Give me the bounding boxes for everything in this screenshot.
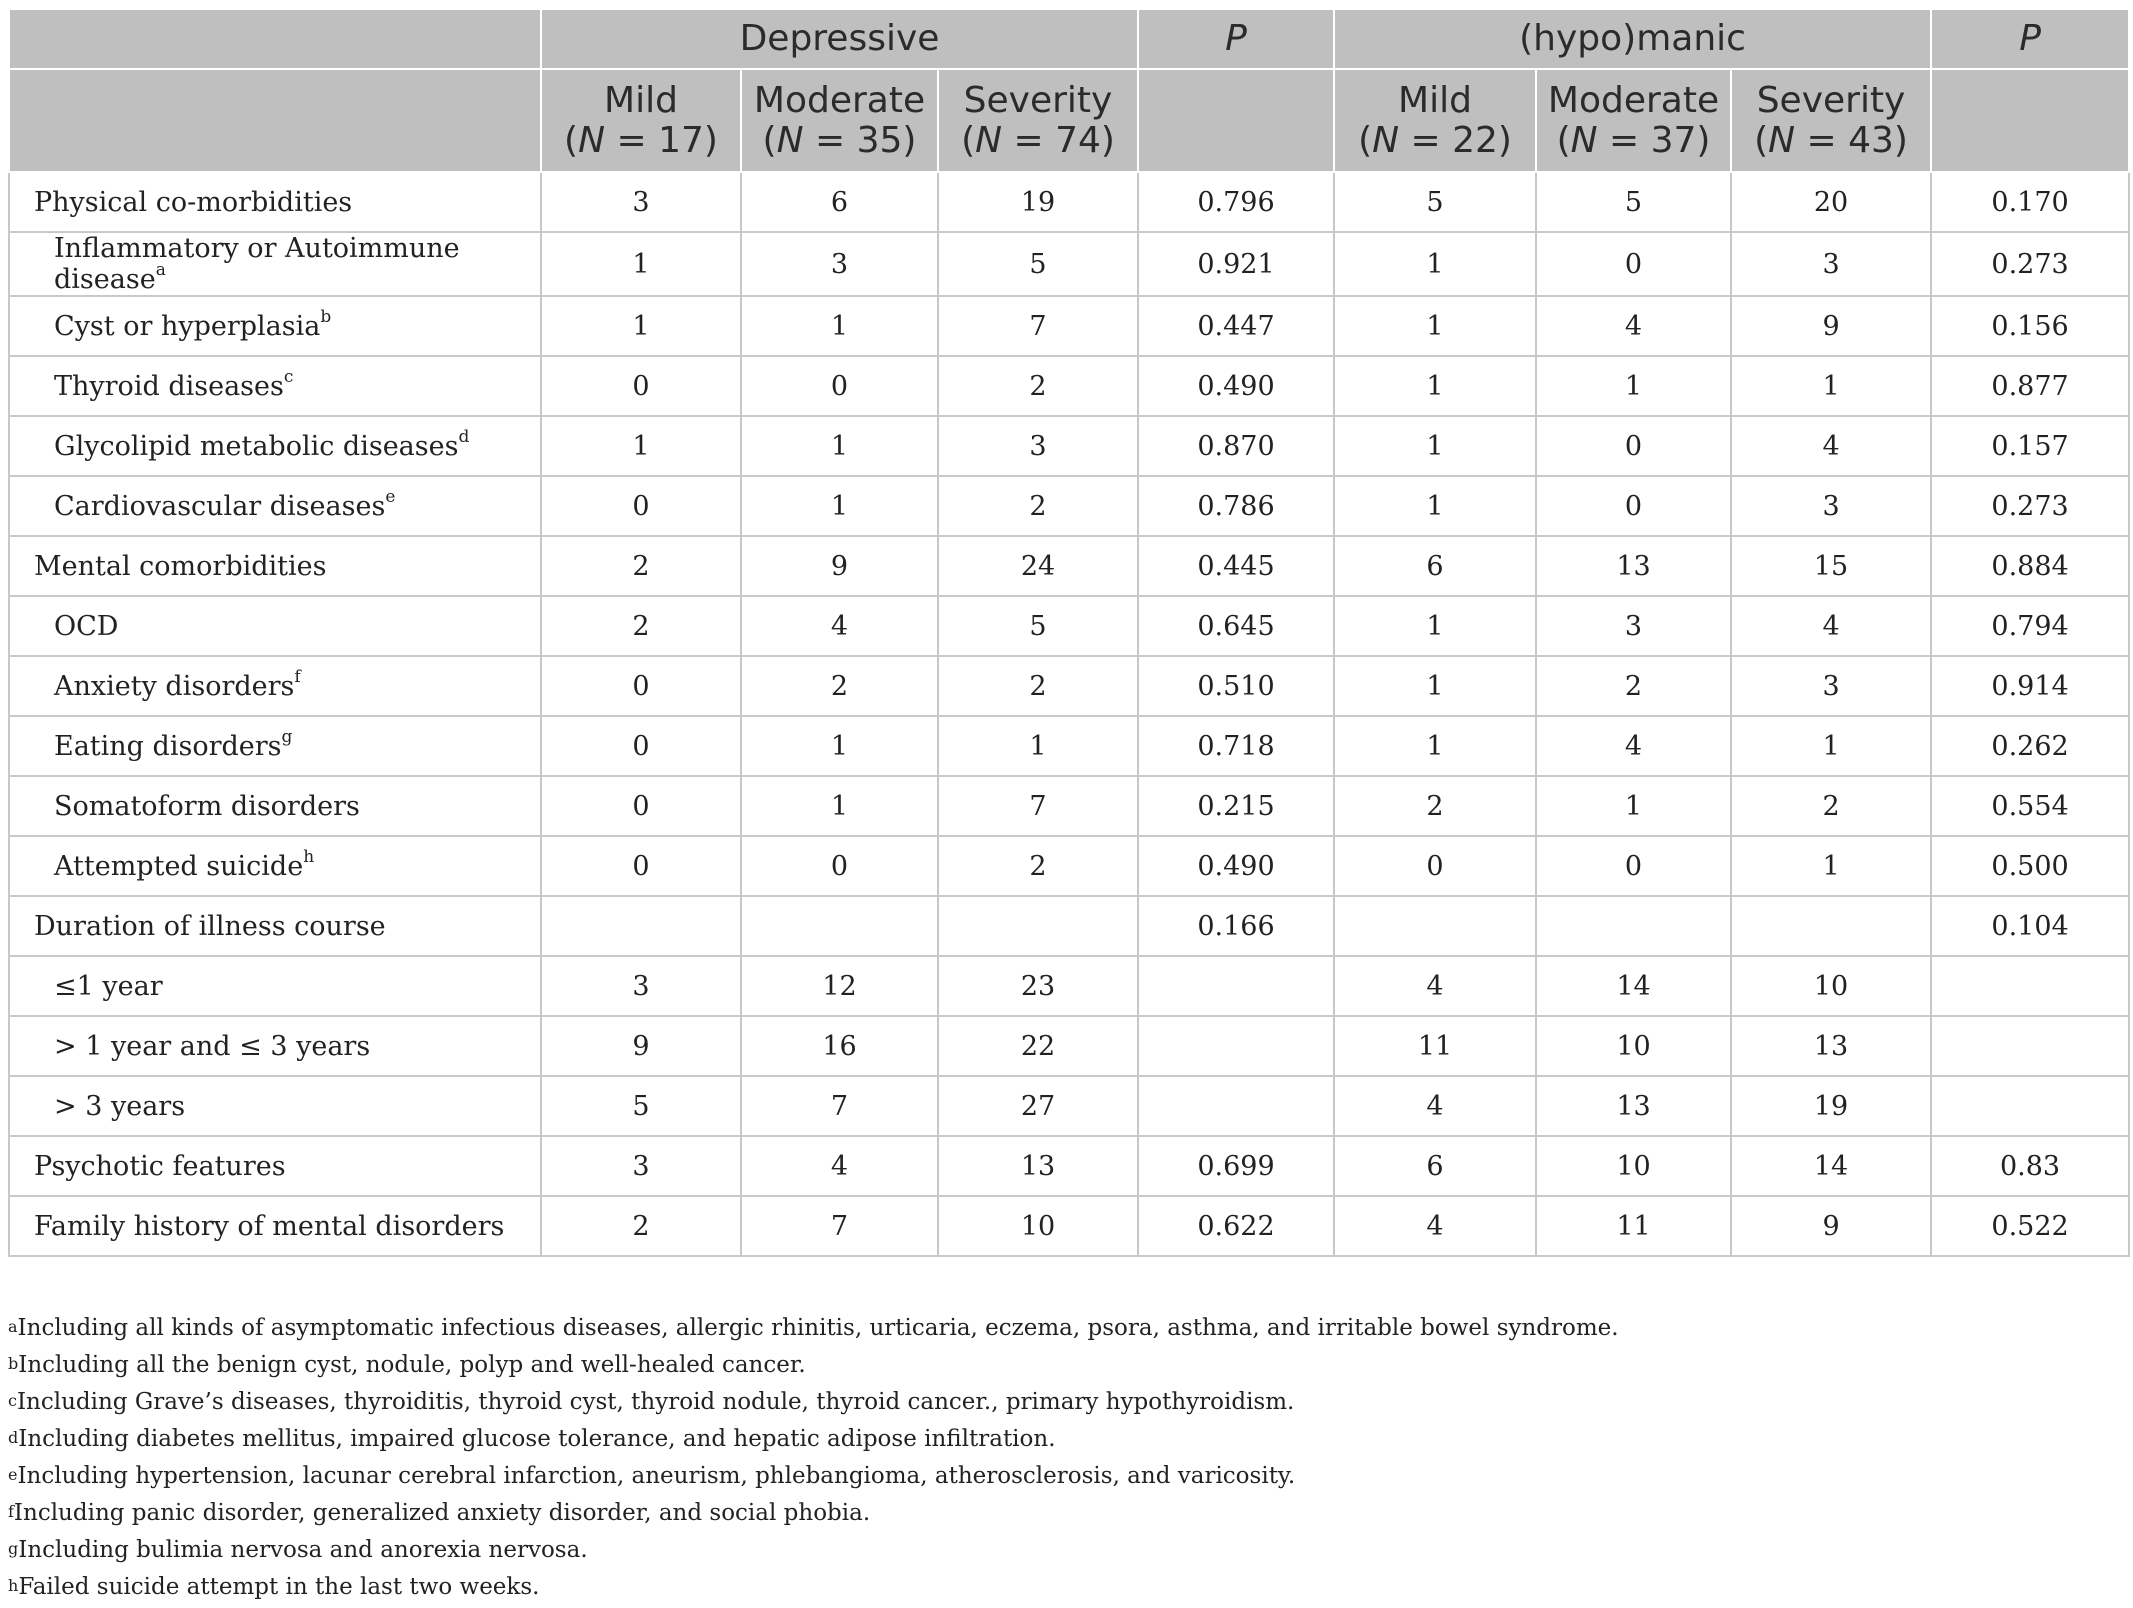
subgroup-n-value: = 35) bbox=[803, 119, 917, 161]
count-cell: 2 bbox=[1536, 656, 1731, 716]
count-cell: 2 bbox=[741, 656, 938, 716]
table-row bbox=[9, 1136, 2129, 1196]
count-cell: 13 bbox=[1536, 1076, 1731, 1136]
header-subgroup: Mild (N = 22) bbox=[1334, 69, 1536, 172]
p-value-cell: 0.156 bbox=[1931, 296, 2129, 356]
row-label-text: Physical co-morbidities bbox=[34, 186, 353, 218]
subgroup-n-value: = 43) bbox=[1795, 119, 1908, 161]
count-cell: 7 bbox=[938, 296, 1138, 356]
row-label-text: Thyroid diseases bbox=[54, 370, 284, 402]
count-cell: 4 bbox=[1536, 296, 1731, 356]
header-empty-cell bbox=[1138, 69, 1334, 172]
count-cell: 7 bbox=[741, 1196, 938, 1256]
footnote bbox=[8, 1495, 1619, 1532]
count-cell bbox=[938, 896, 1138, 956]
p-value-cell: 0.215 bbox=[1138, 776, 1334, 836]
row-label bbox=[9, 172, 541, 232]
count-cell: 14 bbox=[1731, 1136, 1931, 1196]
footnote-text: Including diabetes mellitus, impaired glucose tolerance, and hepatic adipose infiltration. bbox=[18, 1426, 1056, 1452]
count-cell: 1 bbox=[938, 716, 1138, 776]
count-cell: 0 bbox=[1536, 416, 1731, 476]
p-value-cell: 0.645 bbox=[1138, 596, 1334, 656]
count-cell: 0 bbox=[1334, 836, 1536, 896]
p-value-cell: 0.718 bbox=[1138, 716, 1334, 776]
count-cell: 4 bbox=[1536, 716, 1731, 776]
table-row bbox=[9, 1196, 2129, 1256]
count-cell: 2 bbox=[938, 476, 1138, 536]
count-cell: 5 bbox=[1536, 172, 1731, 232]
count-cell bbox=[1334, 896, 1536, 956]
footnote-marker: d bbox=[458, 426, 470, 447]
count-cell: 5 bbox=[541, 1076, 741, 1136]
row-label bbox=[9, 536, 541, 596]
count-cell: 22 bbox=[938, 1016, 1138, 1076]
p-value-cell bbox=[1931, 956, 2129, 1016]
header-hypomanic: (hypo)manic bbox=[1334, 9, 1931, 69]
table-row bbox=[9, 716, 2129, 776]
header-p-depressive: P bbox=[1138, 9, 1334, 69]
table-row bbox=[9, 296, 2129, 356]
count-cell: 14 bbox=[1536, 956, 1731, 1016]
table-row bbox=[9, 596, 2129, 656]
count-cell: 0 bbox=[741, 836, 938, 896]
table-row bbox=[9, 1076, 2129, 1136]
row-label bbox=[9, 356, 541, 416]
count-cell: 2 bbox=[938, 836, 1138, 896]
footnote-marker: b bbox=[320, 306, 332, 327]
row-label bbox=[9, 232, 541, 296]
footnote-marker: d bbox=[8, 1428, 19, 1447]
count-cell: 0 bbox=[541, 776, 741, 836]
p-value-cell bbox=[1138, 1016, 1334, 1076]
p-value-cell: 0.166 bbox=[1138, 896, 1334, 956]
count-cell: 20 bbox=[1731, 172, 1931, 232]
p-value-cell: 0.877 bbox=[1931, 356, 2129, 416]
row-label bbox=[9, 776, 541, 836]
count-cell: 12 bbox=[741, 956, 938, 1016]
count-cell: 0 bbox=[541, 356, 741, 416]
footnote bbox=[8, 1421, 1619, 1458]
subgroup-name: Severity bbox=[1756, 79, 1906, 121]
count-cell: 3 bbox=[1731, 476, 1931, 536]
count-cell: 4 bbox=[1334, 956, 1536, 1016]
table-row bbox=[9, 172, 2129, 232]
row-label-text: > 3 years bbox=[54, 1090, 186, 1122]
footnote-marker: h bbox=[303, 846, 315, 867]
p-value-cell: 0.273 bbox=[1931, 232, 2129, 296]
row-label-text: Duration of illness course bbox=[34, 910, 386, 942]
footnote-text: Including all kinds of asymptomatic infectious diseases, allergic rhinitis, urticaria, eczema, psora, asthma, and irritable bowel syndrome. bbox=[17, 1315, 1619, 1341]
table-row bbox=[9, 356, 2129, 416]
table-row bbox=[9, 656, 2129, 716]
footnote-marker: g bbox=[281, 726, 293, 747]
row-label bbox=[9, 716, 541, 776]
header-depressive: Depressive bbox=[541, 9, 1138, 69]
p-value-cell: 0.914 bbox=[1931, 656, 2129, 716]
footnote-text: Failed suicide attempt in the last two weeks. bbox=[18, 1574, 540, 1600]
count-cell: 10 bbox=[1536, 1136, 1731, 1196]
header-empty-cell bbox=[9, 9, 541, 69]
count-cell: 1 bbox=[1334, 356, 1536, 416]
footnote-marker: h bbox=[8, 1576, 19, 1595]
count-cell: 5 bbox=[938, 596, 1138, 656]
p-value-cell bbox=[1931, 1016, 2129, 1076]
count-cell: 0 bbox=[541, 836, 741, 896]
row-label-text: Glycolipid metabolic diseases bbox=[54, 430, 459, 462]
row-label-text: Somatoform disorders bbox=[54, 790, 360, 822]
row-label bbox=[9, 896, 541, 956]
footnote bbox=[8, 1458, 1619, 1495]
p-value-cell: 0.870 bbox=[1138, 416, 1334, 476]
p-value-cell: 0.622 bbox=[1138, 1196, 1334, 1256]
count-cell bbox=[541, 896, 741, 956]
p-value-cell: 0.554 bbox=[1931, 776, 2129, 836]
count-cell: 0 bbox=[1536, 836, 1731, 896]
subgroup-name: Severity bbox=[963, 79, 1113, 121]
row-label-text: Anxiety disorders bbox=[54, 670, 295, 702]
row-label bbox=[9, 656, 541, 716]
count-cell: 1 bbox=[741, 476, 938, 536]
row-label bbox=[9, 1136, 541, 1196]
count-cell: 6 bbox=[1334, 536, 1536, 596]
row-label bbox=[9, 1076, 541, 1136]
p-value-cell: 0.699 bbox=[1138, 1136, 1334, 1196]
row-label bbox=[9, 836, 541, 896]
footnote-marker: e bbox=[385, 486, 396, 507]
count-cell: 2 bbox=[938, 656, 1138, 716]
row-label-text: Attempted suicide bbox=[54, 850, 304, 882]
row-label-text: Eating disorders bbox=[54, 730, 282, 762]
count-cell: 2 bbox=[938, 356, 1138, 416]
count-cell bbox=[741, 896, 938, 956]
subgroup-n-value: = 37) bbox=[1597, 119, 1711, 161]
row-label bbox=[9, 416, 541, 476]
p-value-cell: 0.104 bbox=[1931, 896, 2129, 956]
table-row bbox=[9, 776, 2129, 836]
count-cell: 1 bbox=[541, 296, 741, 356]
count-cell: 1 bbox=[1334, 716, 1536, 776]
row-label-text: Mental comorbidities bbox=[34, 550, 327, 582]
subgroup-name: Moderate bbox=[753, 79, 926, 121]
count-cell: 15 bbox=[1731, 536, 1931, 596]
p-value-cell bbox=[1931, 1076, 2129, 1136]
count-cell: 1 bbox=[741, 776, 938, 836]
row-label bbox=[9, 1016, 541, 1076]
table-row bbox=[9, 956, 2129, 1016]
subgroup-n-label: N bbox=[975, 119, 1003, 161]
footnote-marker: f bbox=[294, 666, 301, 687]
count-cell: 16 bbox=[741, 1016, 938, 1076]
count-cell: 24 bbox=[938, 536, 1138, 596]
subgroup-name: Moderate bbox=[1547, 79, 1720, 121]
header-subgroup: Severity (N = 43) bbox=[1731, 69, 1931, 172]
count-cell: 3 bbox=[1731, 656, 1931, 716]
count-cell: 1 bbox=[541, 416, 741, 476]
row-label-text: Cardiovascular diseases bbox=[54, 490, 386, 522]
count-cell: 2 bbox=[1334, 776, 1536, 836]
row-label-text: Inflammatory or Autoimmune disease bbox=[54, 233, 460, 295]
footnote-text: Including all the benign cyst, nodule, polyp and well-healed cancer. bbox=[18, 1352, 806, 1378]
count-cell: 1 bbox=[741, 296, 938, 356]
count-cell: 4 bbox=[1334, 1196, 1536, 1256]
count-cell: 27 bbox=[938, 1076, 1138, 1136]
count-cell: 1 bbox=[1334, 596, 1536, 656]
count-cell: 10 bbox=[938, 1196, 1138, 1256]
header-row-groups bbox=[9, 9, 2129, 69]
count-cell: 0 bbox=[1536, 476, 1731, 536]
p-value-cell: 0.884 bbox=[1931, 536, 2129, 596]
count-cell: 10 bbox=[1536, 1016, 1731, 1076]
footnote-marker: a bbox=[8, 1317, 18, 1336]
row-label-text: Psychotic features bbox=[34, 1150, 286, 1182]
count-cell: 4 bbox=[741, 1136, 938, 1196]
count-cell: 1 bbox=[1536, 776, 1731, 836]
count-cell: 1 bbox=[1334, 296, 1536, 356]
footnote-marker: a bbox=[155, 260, 166, 280]
table-row bbox=[9, 476, 2129, 536]
p-value-cell: 0.262 bbox=[1931, 716, 2129, 776]
row-label-text: > 1 year and ≤ 3 years bbox=[54, 1030, 371, 1062]
subgroup-n-label: N bbox=[578, 119, 606, 161]
p-value-cell: 0.447 bbox=[1138, 296, 1334, 356]
p-value-cell: 0.170 bbox=[1931, 172, 2129, 232]
header-subgroup: Moderate (N = 35) bbox=[741, 69, 938, 172]
p-value-cell: 0.273 bbox=[1931, 476, 2129, 536]
count-cell: 1 bbox=[1334, 476, 1536, 536]
subgroup-n-label: N bbox=[776, 119, 804, 161]
header-row-subgroups bbox=[9, 69, 2129, 172]
p-value-cell: 0.445 bbox=[1138, 536, 1334, 596]
p-value-cell bbox=[1138, 956, 1334, 1016]
count-cell: 0 bbox=[741, 356, 938, 416]
count-cell bbox=[1536, 896, 1731, 956]
footnote-text: Including hypertension, lacunar cerebral infarction, aneurism, phlebangioma, atherosclerosis, and varicosity. bbox=[17, 1463, 1296, 1489]
count-cell: 13 bbox=[1536, 536, 1731, 596]
count-cell: 1 bbox=[1334, 416, 1536, 476]
footnote-marker: g bbox=[8, 1539, 19, 1558]
count-cell: 3 bbox=[1536, 596, 1731, 656]
row-label bbox=[9, 1196, 541, 1256]
footnotes bbox=[8, 1310, 1619, 1606]
table-row bbox=[9, 836, 2129, 896]
count-cell: 1 bbox=[1334, 656, 1536, 716]
count-cell: 5 bbox=[1334, 172, 1536, 232]
p-value-cell: 0.921 bbox=[1138, 232, 1334, 296]
count-cell: 4 bbox=[741, 596, 938, 656]
count-cell: 1 bbox=[741, 716, 938, 776]
subgroup-name: Mild bbox=[1398, 79, 1472, 121]
table-row bbox=[9, 232, 2129, 296]
footnote-marker: b bbox=[8, 1354, 19, 1373]
count-cell: 1 bbox=[1731, 716, 1931, 776]
table-container bbox=[8, 8, 2128, 1257]
count-cell: 0 bbox=[541, 716, 741, 776]
footnote bbox=[8, 1384, 1619, 1421]
count-cell: 1 bbox=[1731, 356, 1931, 416]
count-cell: 7 bbox=[938, 776, 1138, 836]
count-cell: 2 bbox=[541, 536, 741, 596]
count-cell: 6 bbox=[741, 172, 938, 232]
header-subgroup: Severity (N = 74) bbox=[938, 69, 1138, 172]
footnote-text: Including panic disorder, generalized anxiety disorder, and social phobia. bbox=[13, 1500, 871, 1526]
count-cell: 4 bbox=[1731, 416, 1931, 476]
comorbidity-table bbox=[8, 8, 2130, 1257]
count-cell: 1 bbox=[541, 232, 741, 296]
count-cell: 0 bbox=[541, 476, 741, 536]
p-value-cell: 0.83 bbox=[1931, 1136, 2129, 1196]
footnote bbox=[8, 1532, 1619, 1569]
footnote bbox=[8, 1347, 1619, 1384]
count-cell: 1 bbox=[1731, 836, 1931, 896]
footnote-marker: f bbox=[8, 1502, 14, 1521]
count-cell: 9 bbox=[1731, 296, 1931, 356]
row-label-text: OCD bbox=[54, 610, 119, 642]
count-cell: 1 bbox=[741, 416, 938, 476]
table-row bbox=[9, 1016, 2129, 1076]
row-label bbox=[9, 476, 541, 536]
row-label-text: ≤1 year bbox=[54, 970, 163, 1002]
footnote bbox=[8, 1569, 1619, 1606]
count-cell: 3 bbox=[541, 1136, 741, 1196]
p-value-cell: 0.490 bbox=[1138, 836, 1334, 896]
table-row bbox=[9, 416, 2129, 476]
count-cell: 11 bbox=[1536, 1196, 1731, 1256]
count-cell: 7 bbox=[741, 1076, 938, 1136]
p-value-cell: 0.794 bbox=[1931, 596, 2129, 656]
count-cell: 9 bbox=[541, 1016, 741, 1076]
subgroup-n-label: N bbox=[1768, 119, 1796, 161]
table-body bbox=[9, 172, 2129, 1256]
count-cell: 3 bbox=[1731, 232, 1931, 296]
row-label-text: Cyst or hyperplasia bbox=[54, 310, 321, 342]
p-value-cell: 0.522 bbox=[1931, 1196, 2129, 1256]
count-cell: 13 bbox=[938, 1136, 1138, 1196]
count-cell: 1 bbox=[1334, 232, 1536, 296]
count-cell: 19 bbox=[938, 172, 1138, 232]
count-cell: 11 bbox=[1334, 1016, 1536, 1076]
subgroup-n-value: = 74) bbox=[1002, 119, 1115, 161]
row-label-text: Family history of mental disorders bbox=[34, 1210, 505, 1242]
row-label bbox=[9, 596, 541, 656]
p-value-cell: 0.510 bbox=[1138, 656, 1334, 716]
footnote-marker: c bbox=[283, 366, 294, 387]
count-cell: 2 bbox=[1731, 776, 1931, 836]
footnote-marker: c bbox=[8, 1391, 17, 1410]
subgroup-n-label: N bbox=[1372, 119, 1400, 161]
subgroup-n-label: N bbox=[1570, 119, 1598, 161]
subgroup-name: Mild bbox=[604, 79, 678, 121]
count-cell: 9 bbox=[1731, 1196, 1931, 1256]
count-cell: 13 bbox=[1731, 1016, 1931, 1076]
count-cell: 0 bbox=[1536, 232, 1731, 296]
subgroup-n-value: = 22) bbox=[1399, 119, 1512, 161]
count-cell: 4 bbox=[1731, 596, 1931, 656]
footnote-marker: e bbox=[8, 1465, 18, 1484]
footnote-text: Including Grave’s diseases, thyroiditis, thyroid cyst, thyroid nodule, thyroid cancer., primary hypothyroidism. bbox=[16, 1389, 1295, 1415]
p-value-cell: 0.500 bbox=[1931, 836, 2129, 896]
p-value-cell: 0.157 bbox=[1931, 416, 2129, 476]
count-cell: 3 bbox=[541, 956, 741, 1016]
row-label bbox=[9, 296, 541, 356]
subgroup-n-value: = 17) bbox=[605, 119, 718, 161]
count-cell: 6 bbox=[1334, 1136, 1536, 1196]
count-cell: 1 bbox=[1536, 356, 1731, 416]
count-cell bbox=[1731, 896, 1931, 956]
header-empty-cell bbox=[9, 69, 541, 172]
count-cell: 2 bbox=[541, 596, 741, 656]
p-value-cell: 0.786 bbox=[1138, 476, 1334, 536]
count-cell: 4 bbox=[1334, 1076, 1536, 1136]
count-cell: 9 bbox=[741, 536, 938, 596]
p-value-cell: 0.796 bbox=[1138, 172, 1334, 232]
header-subgroup: Mild (N = 17) bbox=[541, 69, 741, 172]
p-value-cell bbox=[1138, 1076, 1334, 1136]
count-cell: 0 bbox=[541, 656, 741, 716]
count-cell: 3 bbox=[938, 416, 1138, 476]
p-value-cell: 0.490 bbox=[1138, 356, 1334, 416]
count-cell: 2 bbox=[541, 1196, 741, 1256]
count-cell: 5 bbox=[938, 232, 1138, 296]
count-cell: 19 bbox=[1731, 1076, 1931, 1136]
table-row bbox=[9, 896, 2129, 956]
header-subgroup: Moderate (N = 37) bbox=[1536, 69, 1731, 172]
footnote-text: Including bulimia nervosa and anorexia nervosa. bbox=[18, 1537, 588, 1563]
count-cell: 23 bbox=[938, 956, 1138, 1016]
footnote bbox=[8, 1310, 1619, 1347]
count-cell: 3 bbox=[741, 232, 938, 296]
table-row bbox=[9, 536, 2129, 596]
count-cell: 3 bbox=[541, 172, 741, 232]
row-label bbox=[9, 956, 541, 1016]
header-p-hypomanic: P bbox=[1931, 9, 2129, 69]
header-empty-cell bbox=[1931, 69, 2129, 172]
count-cell: 10 bbox=[1731, 956, 1931, 1016]
